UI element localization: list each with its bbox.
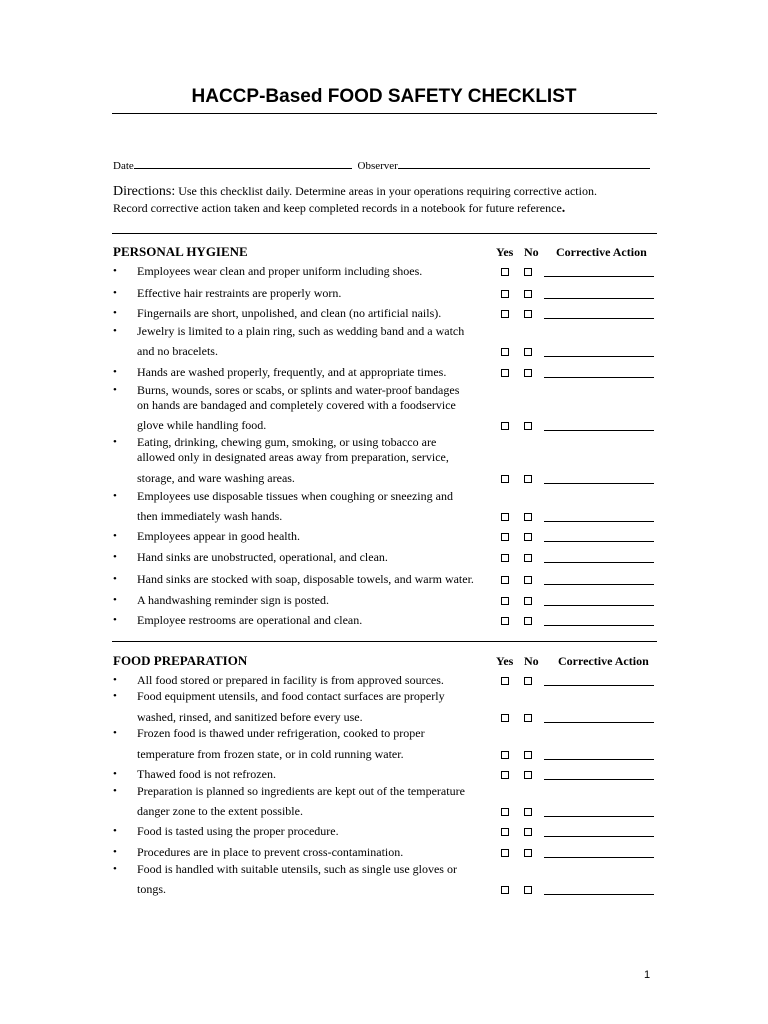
bullet: • <box>113 594 117 606</box>
no-checkbox[interactable] <box>524 422 532 430</box>
no-checkbox[interactable] <box>524 576 532 584</box>
no-checkbox[interactable] <box>524 808 532 816</box>
page-number: 1 <box>644 969 651 981</box>
corrective-action-field[interactable] <box>544 584 654 585</box>
yes-checkbox[interactable] <box>501 554 509 562</box>
directions-text-1: Use this checklist daily. Determine areas in your operations requiring corrective action. <box>178 184 597 198</box>
no-checkbox[interactable] <box>524 290 532 298</box>
bullet: • <box>113 614 117 626</box>
item-text: Preparation is planned so ingredients are kept out of the temperature <box>137 784 465 798</box>
corrective-action-field[interactable] <box>544 377 654 378</box>
bullet: • <box>113 727 117 739</box>
checklist-item <box>113 593 658 609</box>
yes-checkbox[interactable] <box>501 422 509 430</box>
directions <box>113 183 661 217</box>
corrective-action-field[interactable] <box>544 605 654 606</box>
item-text: Hands are washed properly, frequently, and at appropriate times. <box>137 365 447 379</box>
no-checkbox[interactable] <box>524 771 532 779</box>
checklist-item <box>113 572 658 588</box>
corrective-action-field[interactable] <box>544 836 654 837</box>
corrective-action-field[interactable] <box>544 521 654 522</box>
checklist-item <box>113 673 658 689</box>
no-checkbox[interactable] <box>524 886 532 894</box>
no-checkbox[interactable] <box>524 475 532 483</box>
section-title-food-preparation: FOOD PREPARATION <box>113 653 248 668</box>
checklist-item <box>113 435 658 487</box>
checklist-item <box>113 824 658 840</box>
checklist-item <box>113 784 658 820</box>
corrective-action-field[interactable] <box>544 625 654 626</box>
bullet: • <box>113 307 117 319</box>
corrective-action-field[interactable] <box>544 685 654 686</box>
no-checkbox[interactable] <box>524 597 532 605</box>
item-text: Employees appear in good health. <box>137 529 300 543</box>
yes-checkbox[interactable] <box>501 677 509 685</box>
corrective-action-field[interactable] <box>544 722 654 723</box>
bullet: • <box>113 436 117 448</box>
item-text: Hand sinks are unobstructed, operational, and clean. <box>137 550 388 564</box>
no-checkbox[interactable] <box>524 513 532 521</box>
yes-checkbox[interactable] <box>501 751 509 759</box>
date-observer-line <box>113 158 650 172</box>
observer-field[interactable] <box>398 158 650 169</box>
corrective-action-field[interactable] <box>544 779 654 780</box>
item-text: Fingernails are short, unpolished, and clean (no artificial nails). <box>137 306 442 320</box>
no-checkbox[interactable] <box>524 369 532 377</box>
yes-checkbox[interactable] <box>501 849 509 857</box>
bullet: • <box>113 384 117 396</box>
no-checkbox[interactable] <box>524 617 532 625</box>
checklist-item <box>113 529 658 545</box>
corrective-action-field[interactable] <box>544 857 654 858</box>
yes-checkbox[interactable] <box>501 348 509 356</box>
date-field[interactable] <box>134 158 352 169</box>
no-checkbox[interactable] <box>524 849 532 857</box>
item-text: Burns, wounds, sores or scabs, or splints and water-proof bandages <box>137 383 460 397</box>
no-checkbox[interactable] <box>524 677 532 685</box>
item-text: A handwashing reminder sign is posted. <box>137 593 329 607</box>
bullet: • <box>113 551 117 563</box>
checklist-item <box>113 383 658 434</box>
date-label: Date <box>113 160 134 172</box>
bullet: • <box>113 265 117 277</box>
checklist-item <box>113 862 658 898</box>
corrective-action-field[interactable] <box>544 356 654 357</box>
item-text: Hand sinks are stocked with soap, disposable towels, and warm water. <box>137 572 474 586</box>
checklist-item <box>113 767 658 783</box>
yes-checkbox[interactable] <box>501 597 509 605</box>
item-text: Employee restrooms are operational and clean. <box>137 613 363 627</box>
yes-checkbox[interactable] <box>501 714 509 722</box>
bullet: • <box>113 325 117 337</box>
bullet: • <box>113 690 117 702</box>
yes-checkbox[interactable] <box>501 886 509 894</box>
checklist-item <box>113 306 658 322</box>
no-checkbox[interactable] <box>524 751 532 759</box>
item-text: Frozen food is thawed under refrigeration, cooked to proper <box>137 726 425 740</box>
item-text: Food is tasted using the proper procedure. <box>137 824 339 838</box>
yes-column-header: Yes <box>496 654 514 668</box>
item-text: storage, and ware washing areas. <box>137 471 295 485</box>
checklist-item <box>113 264 658 280</box>
no-checkbox[interactable] <box>524 828 532 836</box>
checklist-item <box>113 286 658 302</box>
checklist-item <box>113 689 658 726</box>
yes-checkbox[interactable] <box>501 808 509 816</box>
item-text: Employees wear clean and proper uniform including shoes. <box>137 264 423 278</box>
item-text: Employees use disposable tissues when coughing or sneezing and <box>137 489 453 503</box>
item-text: glove while handling food. <box>137 418 267 432</box>
corrective-action-field[interactable] <box>544 894 654 895</box>
item-text: washed, rinsed, and sanitized before every use. <box>137 710 363 724</box>
no-checkbox[interactable] <box>524 310 532 318</box>
section-title-personal-hygiene: PERSONAL HYGIENE <box>113 244 248 259</box>
item-text: Food equipment utensils, and food contact surfaces are properly <box>137 689 445 703</box>
directions-text-2: Record corrective action taken and keep completed records in a notebook for future reference <box>113 201 562 215</box>
bullet: • <box>113 785 117 797</box>
yes-checkbox[interactable] <box>501 617 509 625</box>
item-text: Jewelry is limited to a plain ring, such as wedding band and a watch <box>137 324 465 338</box>
corrective-action-column-header: Corrective Action <box>558 654 649 668</box>
item-text: All food stored or prepared in facility is from approved sources. <box>137 673 444 687</box>
item-text: on hands are bandaged and completely covered with a foodservice <box>137 398 456 412</box>
yes-checkbox[interactable] <box>501 268 509 276</box>
corrective-action-field[interactable] <box>544 483 654 484</box>
checklist-item <box>113 845 658 861</box>
title-rule <box>112 113 657 114</box>
item-text: Eating, drinking, chewing gum, smoking, or using tobacco are <box>137 435 437 449</box>
corrective-action-column-header: Corrective Action <box>556 245 647 259</box>
corrective-action-field[interactable] <box>544 562 654 563</box>
bullet: • <box>113 490 117 502</box>
yes-checkbox[interactable] <box>501 513 509 521</box>
item-text: temperature from frozen state, or in cold running water. <box>137 747 404 761</box>
yes-checkbox[interactable] <box>501 771 509 779</box>
no-checkbox[interactable] <box>524 533 532 541</box>
bullet: • <box>113 674 117 686</box>
checklist-item <box>113 489 658 525</box>
item-text: then immediately wash hands. <box>137 509 283 523</box>
no-column-header: No <box>524 654 539 668</box>
bullet: • <box>113 863 117 875</box>
no-checkbox[interactable] <box>524 268 532 276</box>
observer-label: Observer <box>357 160 398 172</box>
section-rule <box>112 641 657 642</box>
directions-rule <box>112 233 657 234</box>
no-checkbox[interactable] <box>524 348 532 356</box>
item-text: Effective hair restraints are properly worn. <box>137 286 342 300</box>
corrective-action-field[interactable] <box>544 318 654 319</box>
checklist-item <box>113 613 658 629</box>
item-text: Procedures are in place to prevent cross-contamination. <box>137 845 404 859</box>
directions-lead: Directions: <box>113 184 176 199</box>
yes-checkbox[interactable] <box>501 310 509 318</box>
bullet: • <box>113 287 117 299</box>
bullet: • <box>113 573 117 585</box>
checklist-item <box>113 726 658 763</box>
directions-line-1 <box>113 183 661 200</box>
corrective-action-field[interactable] <box>544 816 654 817</box>
bullet: • <box>113 366 117 378</box>
item-text: danger zone to the extent possible. <box>137 804 303 818</box>
yes-column-header: Yes <box>496 245 514 259</box>
page-title: HACCP-Based FOOD SAFETY CHECKLIST <box>191 86 577 107</box>
item-text: and no bracelets. <box>137 344 218 358</box>
bullet: • <box>113 846 117 858</box>
checklist-item <box>113 550 658 566</box>
corrective-action-field[interactable] <box>544 430 654 431</box>
bullet: • <box>113 768 117 780</box>
yes-checkbox[interactable] <box>501 475 509 483</box>
no-checkbox[interactable] <box>524 554 532 562</box>
checklist-item <box>113 365 658 381</box>
item-text: allowed only in designated areas away from preparation, service, <box>137 450 449 464</box>
yes-checkbox[interactable] <box>501 533 509 541</box>
no-column-header: No <box>524 245 539 259</box>
bullet: • <box>113 825 117 837</box>
yes-checkbox[interactable] <box>501 290 509 298</box>
item-text: tongs. <box>137 882 167 896</box>
item-text: Food is handled with suitable utensils, such as single use gloves or <box>137 862 457 876</box>
corrective-action-field[interactable] <box>544 276 654 277</box>
directions-line-2 <box>113 200 661 217</box>
corrective-action-field[interactable] <box>544 541 654 542</box>
corrective-action-field[interactable] <box>544 298 654 299</box>
no-checkbox[interactable] <box>524 714 532 722</box>
yes-checkbox[interactable] <box>501 576 509 584</box>
item-text: Thawed food is not refrozen. <box>137 767 276 781</box>
bullet: • <box>113 530 117 542</box>
yes-checkbox[interactable] <box>501 369 509 377</box>
yes-checkbox[interactable] <box>501 828 509 836</box>
corrective-action-field[interactable] <box>544 759 654 760</box>
directions-period: . <box>561 201 566 216</box>
checklist-item <box>113 324 658 360</box>
